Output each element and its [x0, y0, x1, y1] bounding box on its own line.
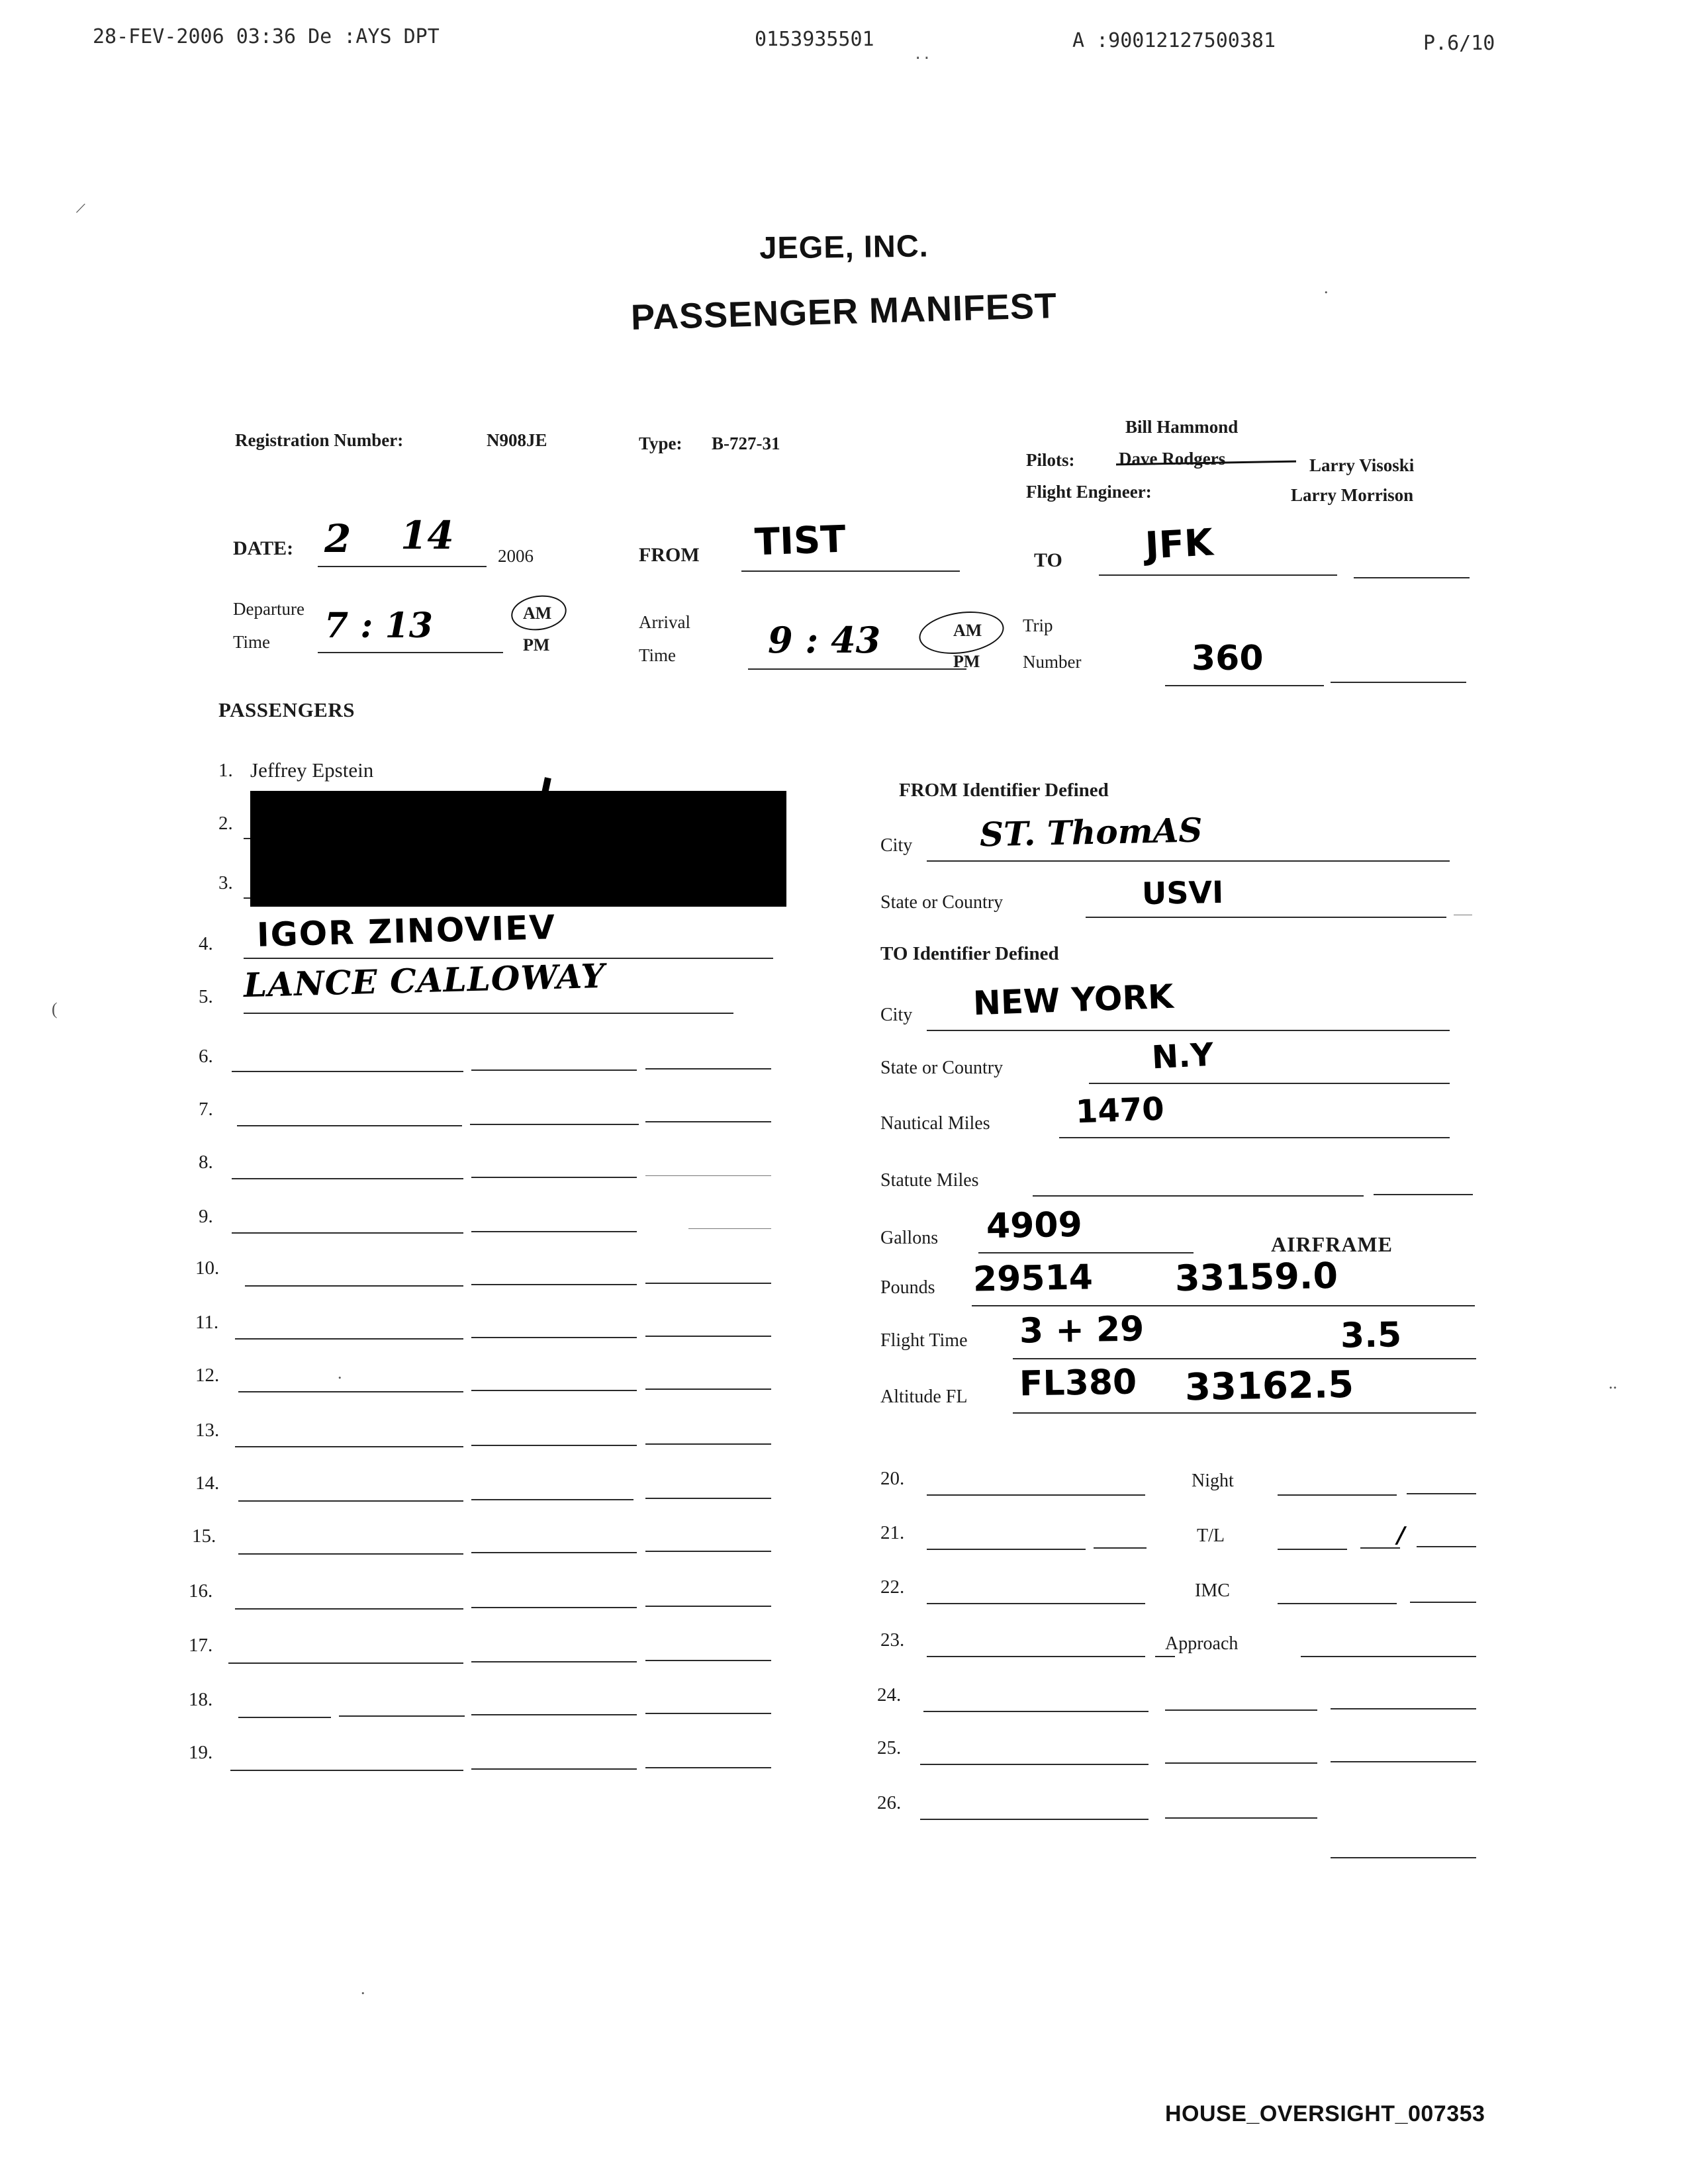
passenger-rule-8b [471, 1177, 637, 1178]
passenger-rule-11c [645, 1336, 771, 1337]
passenger-number-11: 11. [195, 1312, 219, 1333]
imc-rule-a [1278, 1603, 1397, 1604]
passengers-heading: PASSENGERS [218, 698, 355, 721]
to-city-label: City [880, 1005, 913, 1025]
gallons-label: Gallons [880, 1228, 939, 1248]
departure-label-line2: Time [233, 632, 271, 652]
passenger-rule-14c [645, 1498, 771, 1499]
fax-page-count: P.6/10 [1423, 32, 1495, 55]
right-rule-26c [1331, 1857, 1476, 1858]
to-state-value: N.Y [1150, 1036, 1215, 1077]
passenger-number-7: 7. [199, 1099, 213, 1120]
altitude-label: Altitude FL [880, 1387, 968, 1407]
passenger-rule-11b [471, 1337, 637, 1338]
statute-miles-label: Statute Miles [880, 1170, 979, 1191]
stray-mark-3: . [1324, 278, 1329, 297]
imc-rule-b [1410, 1602, 1476, 1603]
right-rule-22a [927, 1603, 1145, 1604]
passenger-rule-12b [471, 1390, 637, 1391]
from-state-value: USVI [1141, 874, 1224, 912]
type-value: B-727-31 [712, 433, 780, 453]
passenger-number-22: 22. [880, 1576, 905, 1598]
passenger-number-15: 15. [192, 1525, 216, 1547]
passenger-stray-dot-12: . [338, 1363, 342, 1383]
from-state-label: State or Country [880, 892, 1004, 913]
airframe-pounds-value: 33159.0 [1174, 1254, 1338, 1300]
right-rule-24c [1331, 1708, 1476, 1709]
departure-time-value: 7 : 13 [324, 606, 433, 646]
right-rule-24b [1165, 1709, 1317, 1711]
to-value: JFK [1144, 521, 1215, 568]
passenger-number-1: 1. [218, 760, 233, 781]
passenger-number-17: 17. [189, 1635, 213, 1656]
pounds-value: 29514 [972, 1257, 1094, 1300]
flight-time-value: 3 + 29 [1019, 1309, 1145, 1351]
passenger-rule-6b [471, 1069, 637, 1071]
passenger-rule-15c [645, 1551, 771, 1552]
approach-label: Approach [1165, 1633, 1239, 1654]
right-rule-25b [1165, 1762, 1317, 1764]
passenger-rule-10a [245, 1285, 463, 1287]
passenger-rule-16a [235, 1608, 463, 1610]
passenger-rule-10c [645, 1283, 771, 1284]
company-title: JEGE, INC. [759, 228, 929, 265]
passenger-rule-18c [471, 1714, 637, 1715]
to-rule-2 [1354, 577, 1470, 578]
bates-number: HOUSE_OVERSIGHT_007353 [1165, 2101, 1485, 2126]
passenger-number-5: 5. [199, 986, 213, 1007]
registration-value: N908JE [487, 430, 547, 450]
passenger-number-16: 16. [189, 1580, 213, 1602]
passenger-rule-19c [645, 1767, 771, 1768]
night-label: Night [1192, 1471, 1234, 1491]
arrival-label-line1: Arrival [639, 612, 690, 632]
passenger-number-21: 21. [880, 1522, 905, 1543]
trip-number-value: 360 [1192, 639, 1264, 678]
right-rule-23a [927, 1656, 1145, 1657]
redaction-box [250, 791, 786, 907]
passenger-name-4: IGOR ZINOVIEV [256, 908, 557, 954]
fax-date-line: 28-FEV-2006 03:36 De :AYS DPT [93, 25, 440, 48]
night-rule-b [1407, 1493, 1476, 1494]
right-rule-25c [1331, 1761, 1476, 1762]
trip-number-rule-2 [1331, 682, 1466, 683]
passenger-rule-12c [645, 1388, 771, 1390]
tl-rule-c [1417, 1546, 1476, 1547]
departure-label-line1: Departure [233, 599, 305, 619]
trip-number-rule [1165, 685, 1324, 686]
trip-label-line2: Number [1023, 652, 1082, 672]
passenger-name-1: Jeffrey Epstein [250, 758, 374, 782]
tl-slash-mark: / [1397, 1522, 1405, 1549]
pilot-name-handwritten: Bill Hammond [1125, 417, 1239, 437]
nautical-miles-label: Nautical Miles [880, 1113, 990, 1134]
to-rule [1099, 574, 1337, 576]
trip-label-line1: Trip [1023, 615, 1053, 635]
right-rule-21a [927, 1549, 1086, 1550]
to-identifier-heading: TO Identifier Defined [880, 943, 1059, 964]
from-identifier-heading: FROM Identifier Defined [899, 780, 1109, 801]
passenger-rule-7c [645, 1121, 771, 1122]
stray-mark-2: ( [52, 999, 58, 1019]
passenger-rule-12a [238, 1391, 463, 1392]
passenger-number-14: 14. [195, 1473, 220, 1494]
from-city-value: ST. ThomAS [979, 810, 1203, 854]
from-label: FROM [639, 544, 700, 566]
passenger-rule-17c [645, 1660, 771, 1661]
arrival-pm-label: PM [953, 652, 980, 671]
statute-miles-rule-b [1374, 1194, 1473, 1195]
date-label: DATE: [233, 537, 294, 559]
date-day-rule [397, 566, 487, 567]
document-title: PASSENGER MANIFEST [630, 286, 1058, 338]
from-rule [741, 570, 960, 572]
airframe-label: AIRFRAME [1271, 1232, 1393, 1256]
passenger-number-20: 20. [880, 1468, 905, 1489]
registration-label: Registration Number: [235, 430, 404, 450]
passenger-number-8: 8. [199, 1152, 213, 1173]
passenger-number-10: 10. [195, 1257, 220, 1279]
passenger-rule-10b [471, 1284, 637, 1285]
pounds-rule [972, 1305, 1475, 1306]
passenger-rule-6c [645, 1068, 771, 1069]
stray-mark-5: . [361, 1979, 365, 1998]
passenger-rule-9c [688, 1228, 771, 1229]
tl-label: T/L [1197, 1525, 1225, 1546]
date-month-rule [318, 566, 397, 567]
passenger-rule-18d [645, 1713, 771, 1714]
passenger-rule-5 [244, 1013, 733, 1014]
to-label: TO [1034, 549, 1062, 571]
altitude-rule [1013, 1412, 1476, 1414]
passenger-rule-15a [238, 1553, 463, 1555]
passenger-rule-9a [232, 1232, 463, 1234]
stray-mark-1: / [74, 198, 87, 218]
passenger-number-24: 24. [877, 1684, 902, 1706]
arrival-label-line2: Time [639, 645, 677, 665]
pilot-second-name: Larry Visoski [1309, 455, 1415, 475]
approach-rule-a [1301, 1656, 1476, 1657]
airframe-flight-time-value: 3.5 [1340, 1315, 1402, 1356]
type-label: Type: [639, 433, 682, 453]
altitude-value: FL380 [1019, 1362, 1137, 1404]
imc-label: IMC [1195, 1580, 1230, 1601]
night-rule-a [1278, 1494, 1397, 1496]
date-year-value: 2006 [498, 546, 534, 566]
right-rule-20a [927, 1494, 1145, 1496]
passenger-rule-16b [471, 1607, 637, 1608]
passenger-rule-19b [471, 1768, 637, 1770]
fax-dots: .. [914, 46, 931, 63]
passenger-rule-13c [645, 1443, 771, 1445]
arrival-am-circle [916, 606, 1006, 659]
right-rule-24a [923, 1711, 1149, 1712]
pilots-label: Pilots: [1026, 450, 1075, 470]
passenger-rule-6a [232, 1071, 463, 1072]
from-city-rule [927, 860, 1450, 862]
from-state-rule [1086, 917, 1446, 918]
passenger-number-25: 25. [877, 1737, 902, 1758]
nautical-miles-value: 1470 [1075, 1090, 1165, 1131]
passenger-number-18: 18. [189, 1689, 213, 1710]
passenger-rule-16c [645, 1606, 771, 1607]
passenger-rule-13b [471, 1445, 637, 1446]
passenger-rule-18a [238, 1717, 331, 1718]
date-day-value: 14 [400, 513, 454, 558]
from-city-label: City [880, 835, 913, 856]
fax-number: 0153935501 [755, 28, 874, 51]
departure-am-circle [509, 592, 569, 633]
flight-time-label: Flight Time [880, 1330, 968, 1351]
passenger-rule-17b [471, 1661, 637, 1662]
nautical-miles-rule [1059, 1137, 1450, 1138]
tl-rule-b [1360, 1547, 1400, 1549]
passenger-rule-7a [237, 1125, 462, 1126]
passenger-rule-9b [471, 1231, 637, 1232]
to-city-rule [927, 1030, 1450, 1031]
passenger-rule-8c [645, 1175, 771, 1176]
departure-am-label: AM [523, 604, 552, 623]
to-city-value: NEW YORK [972, 977, 1174, 1023]
arrival-time-value: 9 : 43 [768, 619, 881, 661]
passenger-rule-19a [230, 1770, 463, 1771]
passenger-number-12: 12. [195, 1365, 220, 1386]
passenger-number-23: 23. [880, 1629, 905, 1651]
arrival-time-rule [748, 668, 966, 670]
passenger-number-3: 3. [218, 872, 233, 893]
passenger-rule-14b [471, 1499, 633, 1500]
gallons-value: 4909 [986, 1205, 1083, 1247]
arrival-am-label: AM [953, 621, 982, 640]
to-state-label: State or Country [880, 1058, 1004, 1078]
right-rule-26b [1165, 1817, 1317, 1819]
stray-mark-4: .. [1609, 1373, 1617, 1392]
to-state-rule [1089, 1083, 1450, 1084]
date-month-value: 2 [324, 516, 352, 561]
passenger-rule-13a [235, 1446, 463, 1447]
tl-rule-a [1278, 1549, 1347, 1550]
gallons-rule [978, 1252, 1194, 1253]
right-rule-21b [1094, 1547, 1147, 1549]
passenger-number-6: 6. [199, 1046, 213, 1067]
approach-rule-pre [1155, 1656, 1175, 1657]
passenger-rule-17a [228, 1662, 463, 1664]
passenger-number-19: 19. [189, 1742, 213, 1763]
passenger-rule-14a [238, 1500, 463, 1502]
passenger-name-5: LANCE CALLOWAY [243, 956, 606, 1005]
passenger-number-2: 2. [218, 813, 233, 834]
passenger-rule-7b [470, 1124, 639, 1125]
passenger-number-26: 26. [877, 1792, 902, 1813]
flight-engineer-label: Flight Engineer: [1026, 482, 1152, 502]
fax-header [0, 19, 1688, 63]
flight-time-rule [1013, 1358, 1476, 1359]
flight-engineer-value: Larry Morrison [1291, 485, 1414, 505]
pilot-name-struck: Dave Rodgers [1119, 449, 1226, 469]
airframe-total-value: 33162.5 [1184, 1363, 1354, 1410]
fax-recipient-number: A :90012127500381 [1072, 29, 1276, 52]
passenger-rule-11a [235, 1338, 463, 1340]
statute-miles-rule-a [1033, 1195, 1364, 1197]
from-value: TIST [753, 518, 847, 565]
pounds-label: Pounds [880, 1277, 935, 1298]
departure-time-rule [318, 652, 503, 653]
passenger-number-4: 4. [199, 933, 213, 954]
right-rule-25a [920, 1764, 1149, 1765]
departure-pm-label: PM [523, 635, 550, 655]
passenger-rule-15b [471, 1552, 637, 1553]
passenger-number-9: 9. [199, 1206, 213, 1227]
passenger-number-13: 13. [195, 1420, 220, 1441]
passenger-rule-8a [232, 1178, 463, 1179]
right-rule-26a [920, 1819, 1149, 1820]
passenger-rule-18b [339, 1715, 465, 1717]
